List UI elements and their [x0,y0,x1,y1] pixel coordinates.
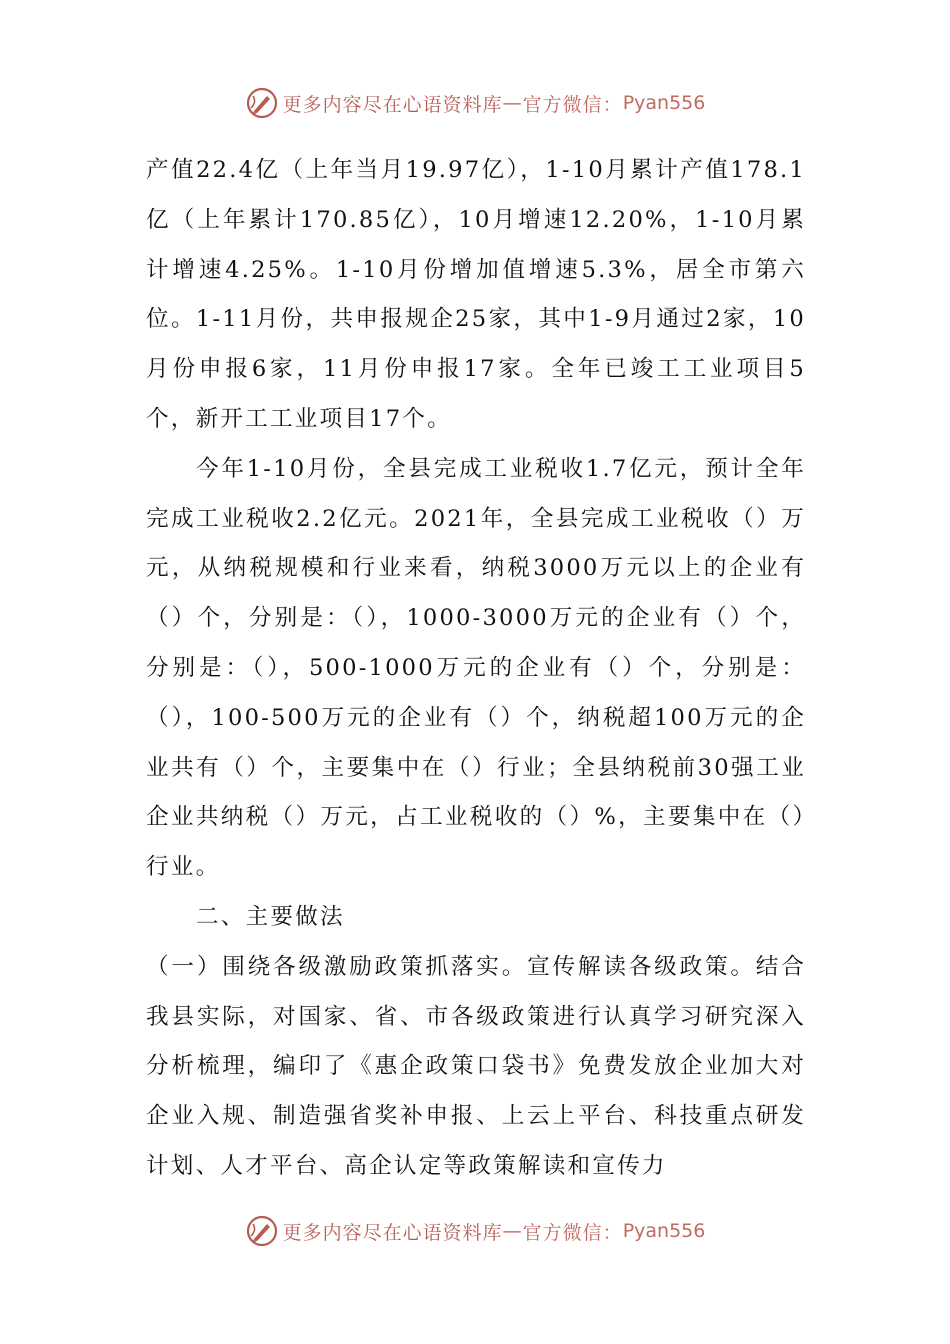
header-banner-main: 更多内容尽在心语资料库 [282,93,503,116]
header-banner-dash: — [502,92,523,114]
header-banner-wechat-id: Pyan556 [622,92,706,114]
paragraph-policy-implementation: （一）围绕各级激励政策抓落实。宣传解读各级政策。结合我县实际，对国家、省、市各级政策进行认真学习研究深入分析梳理，编印了《惠企政策口袋书》免费发放企业加大对企业入规、制造强省奖补申报、上云上平台、科技重点研发计划、人才平台、高企认定等政策解读和宣传力 [146,953,806,1179]
footer-banner [0,1214,950,1248]
footer-banner-wechat-label: 官方微信： [522,1221,623,1244]
pen-logo-icon [245,86,279,120]
document-body [146,146,806,1192]
header-banner [0,86,950,120]
footer-banner-wechat-id: Pyan556 [622,1220,706,1242]
footer-banner-main: 更多内容尽在心语资料库 [282,1221,503,1244]
pen-logo-icon [245,1214,279,1248]
paragraph-tax-stats: 今年1-10月份，全县完成工业税收1.7亿元，预计全年完成工业税收2.2亿元。2021年，全县完成工业税收（）万元，从纳税规模和行业来看，纳税3000万元以上的企业有（）个，分别是：（），1000-3000万元的企业有（）个，分别是：（），500-1000万元的企业有（）个，分别是：（），100-500万元的企业有（）个，纳税超100万元的企业共有（）个，主要集中在（）行业；全县纳税前30强工业企业共纳税（）万元，占工业税收的（）%，主要集中在（）行业。 [146,455,806,881]
footer-banner-dash: — [502,1220,523,1242]
section-heading-main-practices: 二、主要做法 [196,903,345,930]
header-banner-wechat-label: 官方微信： [522,93,623,116]
paragraph-output-stats: 产值22.4亿（上年当月19.97亿），1-10月累计产值178.1亿（上年累计170.85亿），10月增速12.20%，1-10月累计增速4.25%。1-10月份增加值增速5.3%，居全市第六位。1-11月份，共申报规企25家，其中1-9月通过2家，10月份申报6家，11月份申报17家。全年已竣工工业项目5个，新开工工业项目17个。 [146,157,806,432]
